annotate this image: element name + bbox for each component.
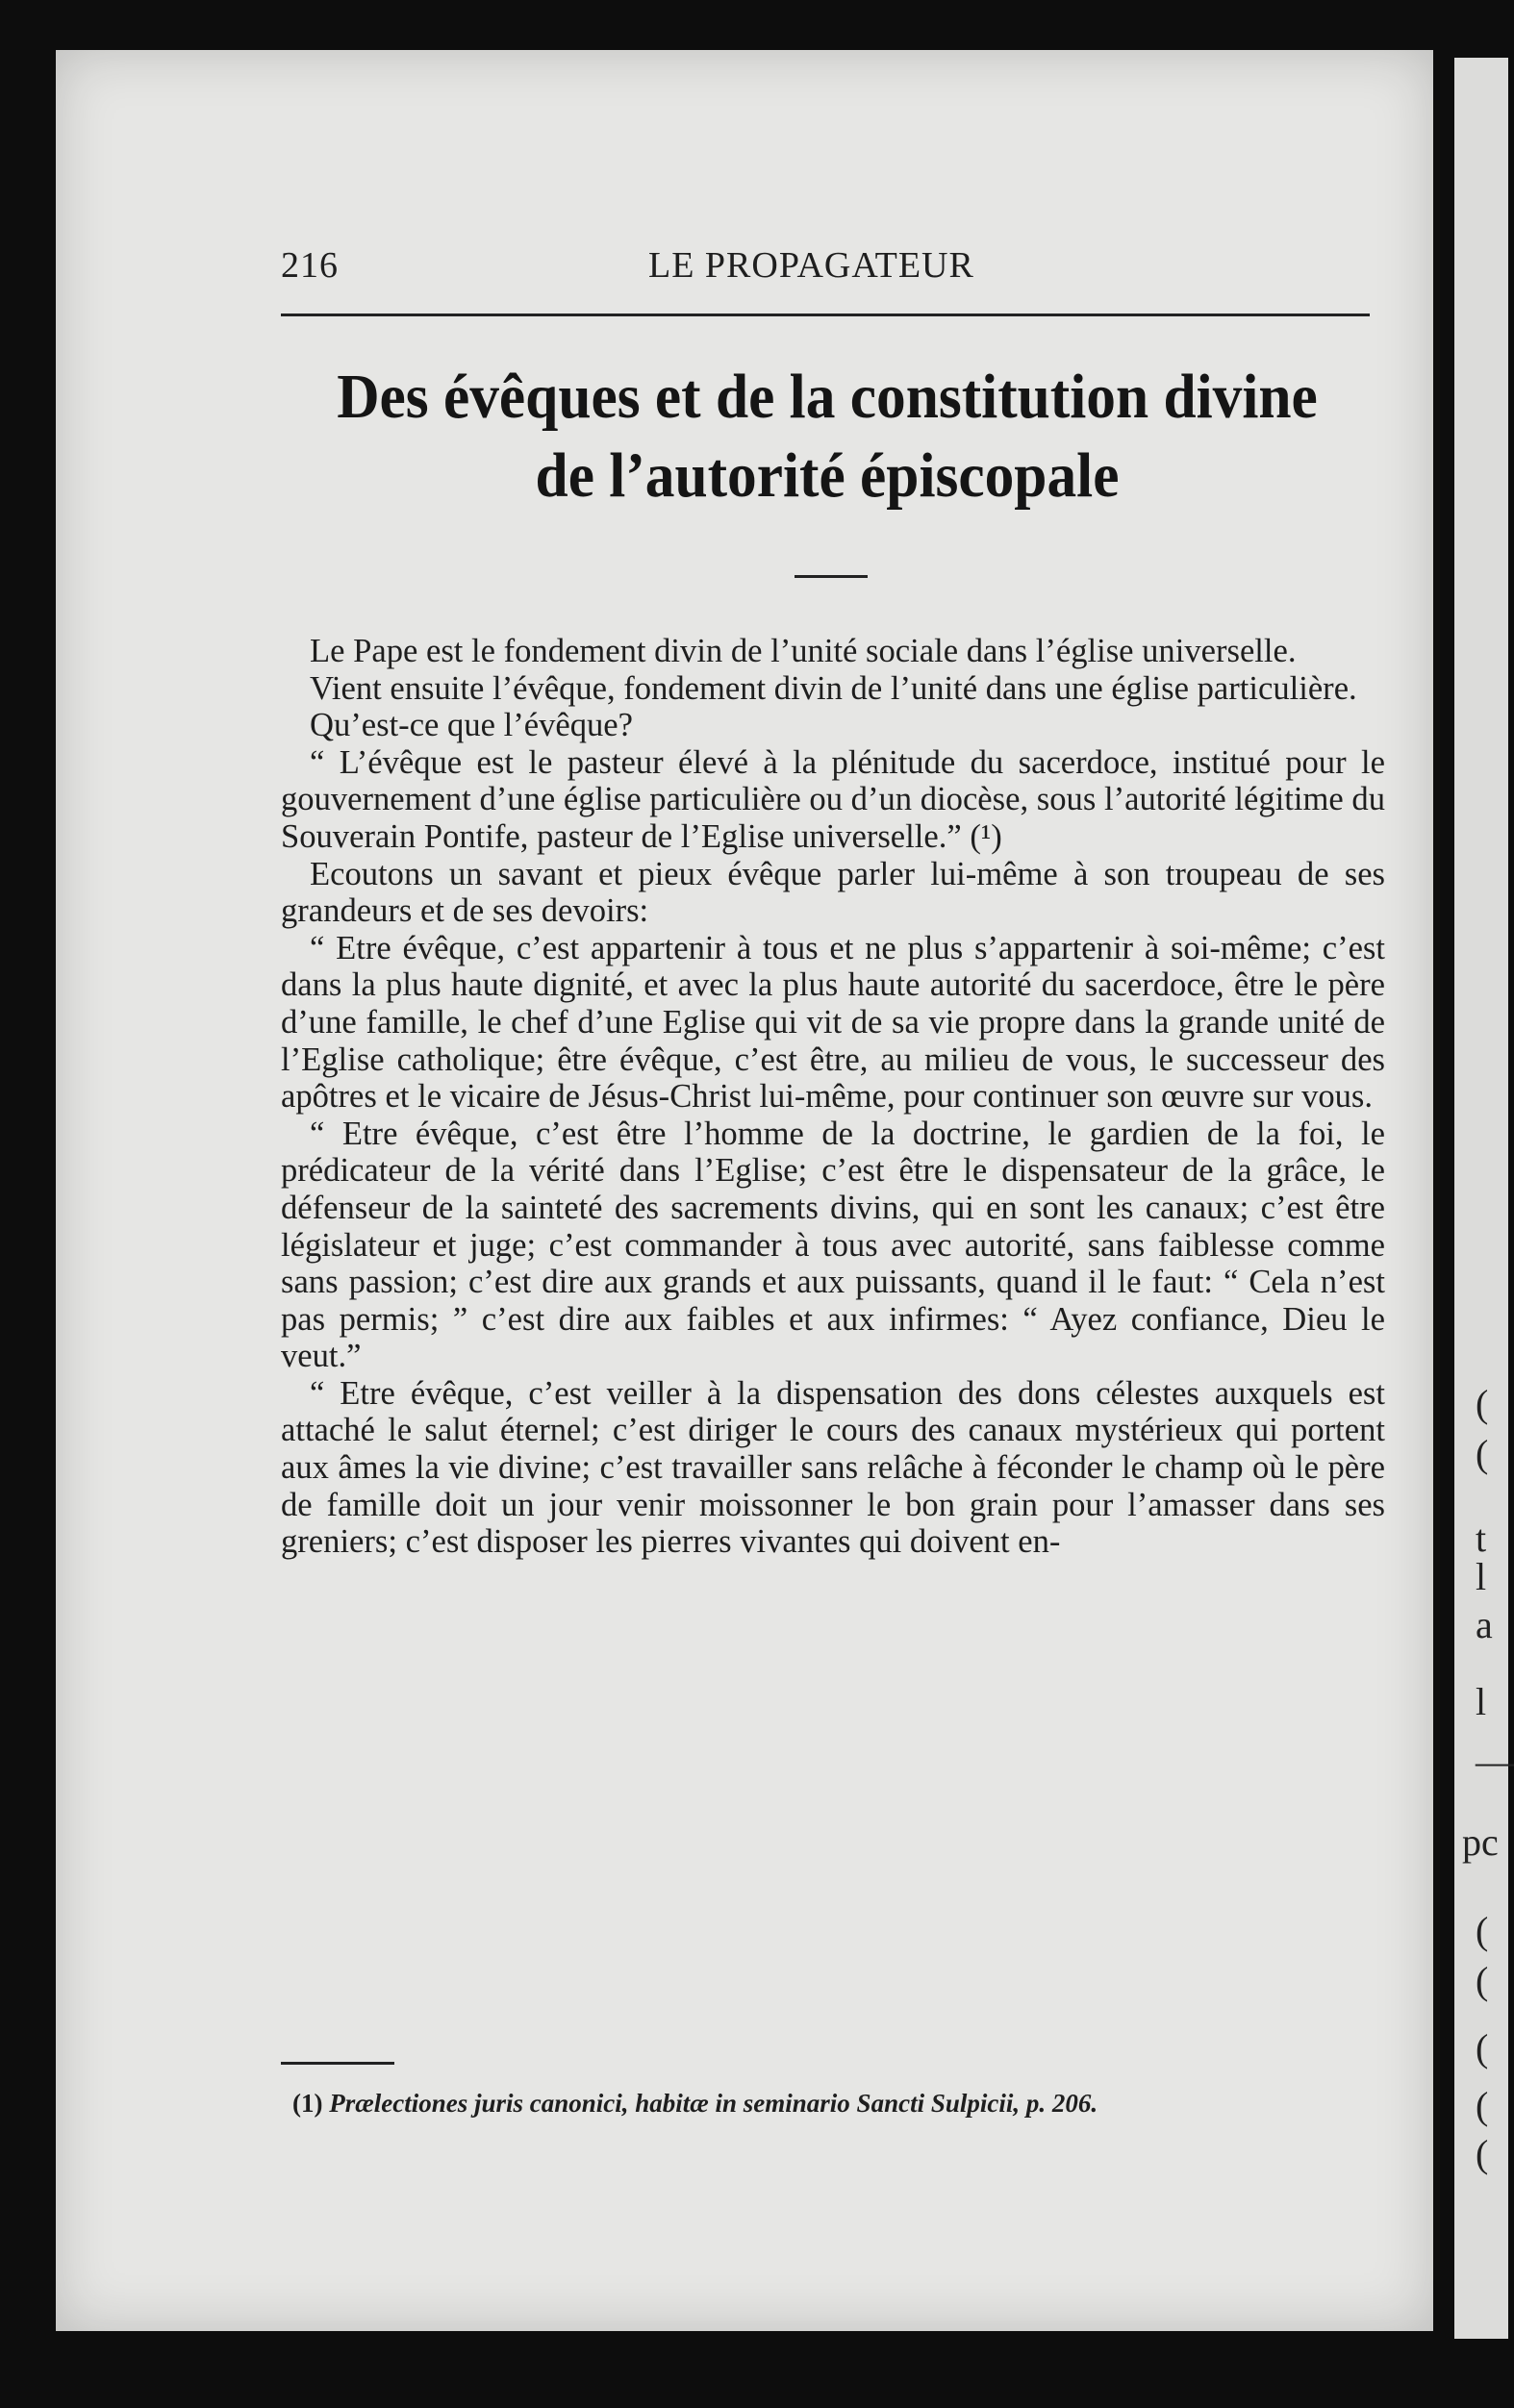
paragraph: “ Etre évêque, c’est être l’homme de la doctrine, le gardien de la foi, le prédicateur de la vérité dans l’Eglise; c’est être le dispensateur de la grâce, le défenseur de la sainteté des sacrements divins, qui en sont les canaux; c’est être législateur et juge; c’est commander à tous avec autorité, sans faiblesse comme sans passion; c’est dire aux grands et aux puissants, quand il le faut: “ Cela n’est pas permis; ” c’est dire aux faibles et aux infirmes: “ Ayez confiance, Dieu le veut.” bbox=[281, 1115, 1385, 1375]
paragraph: Le Pape est le fondement divin de l’unité sociale dans l’église universelle. bbox=[310, 633, 1297, 669]
header-rule bbox=[281, 314, 1370, 316]
adjacent-fragment: l bbox=[1476, 1680, 1487, 1723]
paragraph: Qu’est-ce que l’évêque? bbox=[310, 707, 633, 744]
page-number: 216 bbox=[281, 245, 339, 286]
page-header bbox=[281, 244, 1387, 292]
adjacent-fragment: l bbox=[1476, 1555, 1487, 1598]
adjacent-fragment: t bbox=[1476, 1517, 1487, 1560]
footnote-text: Prælectiones juris canonici, habitæ in seminario Sancti Sulpicii, p. 206. bbox=[329, 2089, 1098, 2118]
running-title: LE PROPAGATEUR bbox=[648, 245, 974, 286]
adjacent-fragment: ( bbox=[1476, 1909, 1489, 1952]
article-title bbox=[272, 358, 1381, 515]
title-separator bbox=[795, 575, 868, 578]
footnote bbox=[292, 2089, 1389, 2119]
adjacent-fragment: ( bbox=[1476, 1432, 1489, 1475]
footnote-rule bbox=[281, 2062, 394, 2065]
adjacent-fragment: ( bbox=[1476, 2026, 1489, 2069]
adjacent-fragment: a bbox=[1476, 1603, 1493, 1646]
adjacent-fragment: ( bbox=[1476, 2132, 1489, 2175]
paragraph: “ Etre évêque, c’est veiller à la dispensation des dons célestes auxquels est attaché le salut éternel; c’est diriger le cours des canaux mystérieux qui portent aux âmes la vie divine; c’est travailler sans relâche à féconder le champ où le père de famille doit un jour venir moissonner le bon grain pour l’amasser dans ses greniers; c’est disposer les pierres vivantes qui doivent en- bbox=[281, 1374, 1385, 1561]
adjacent-page-edge bbox=[1454, 58, 1514, 2339]
footnote-number: (1) bbox=[292, 2089, 323, 2118]
article-body bbox=[281, 633, 1385, 1561]
paragraph: Ecoutons un savant et pieux évêque parler lui-même à son troupeau de ses grandeurs et de ses devoirs: bbox=[281, 855, 1385, 930]
paragraph: “ L’évêque est le pasteur élevé à la plénitude du sacerdoce, institué pour le gouvernement d’une église particulière ou d’un diocèse, sous l’autorité légitime du Souverain Pontife, pasteur de l’Eglise universelle.” (¹) bbox=[281, 743, 1385, 855]
paragraph: Vient ensuite l’évêque, fondement divin de l’unité dans une église particulière. bbox=[310, 669, 1357, 707]
adjacent-fragment: — bbox=[1476, 1740, 1514, 1783]
article-title-line-1: Des évêques et de la constitution divine bbox=[337, 362, 1318, 432]
article-title-line-2: de l’autorité épiscopale bbox=[535, 440, 1120, 511]
adjacent-fragment: ( bbox=[1476, 1959, 1489, 2002]
adjacent-fragment: ( bbox=[1476, 2084, 1489, 2127]
adjacent-fragment: ( bbox=[1476, 1382, 1489, 1425]
adjacent-fragment: pc bbox=[1462, 1820, 1499, 1864]
paragraph: “ Etre évêque, c’est appartenir à tous et ne plus s’appartenir à soi-même; c’est dans la plus haute dignité, et avec la plus haute autorité du sacerdoce, être le père d’une famille, le chef d’une Eglise qui vit de sa vie propre dans la grande unité de l’Eglise catholique; être évêque, c’est être, au milieu de vous, le successeur des apôtres et le vicaire de Jésus-Christ lui-même, pour continuer son œuvre sur vous. bbox=[281, 929, 1385, 1116]
